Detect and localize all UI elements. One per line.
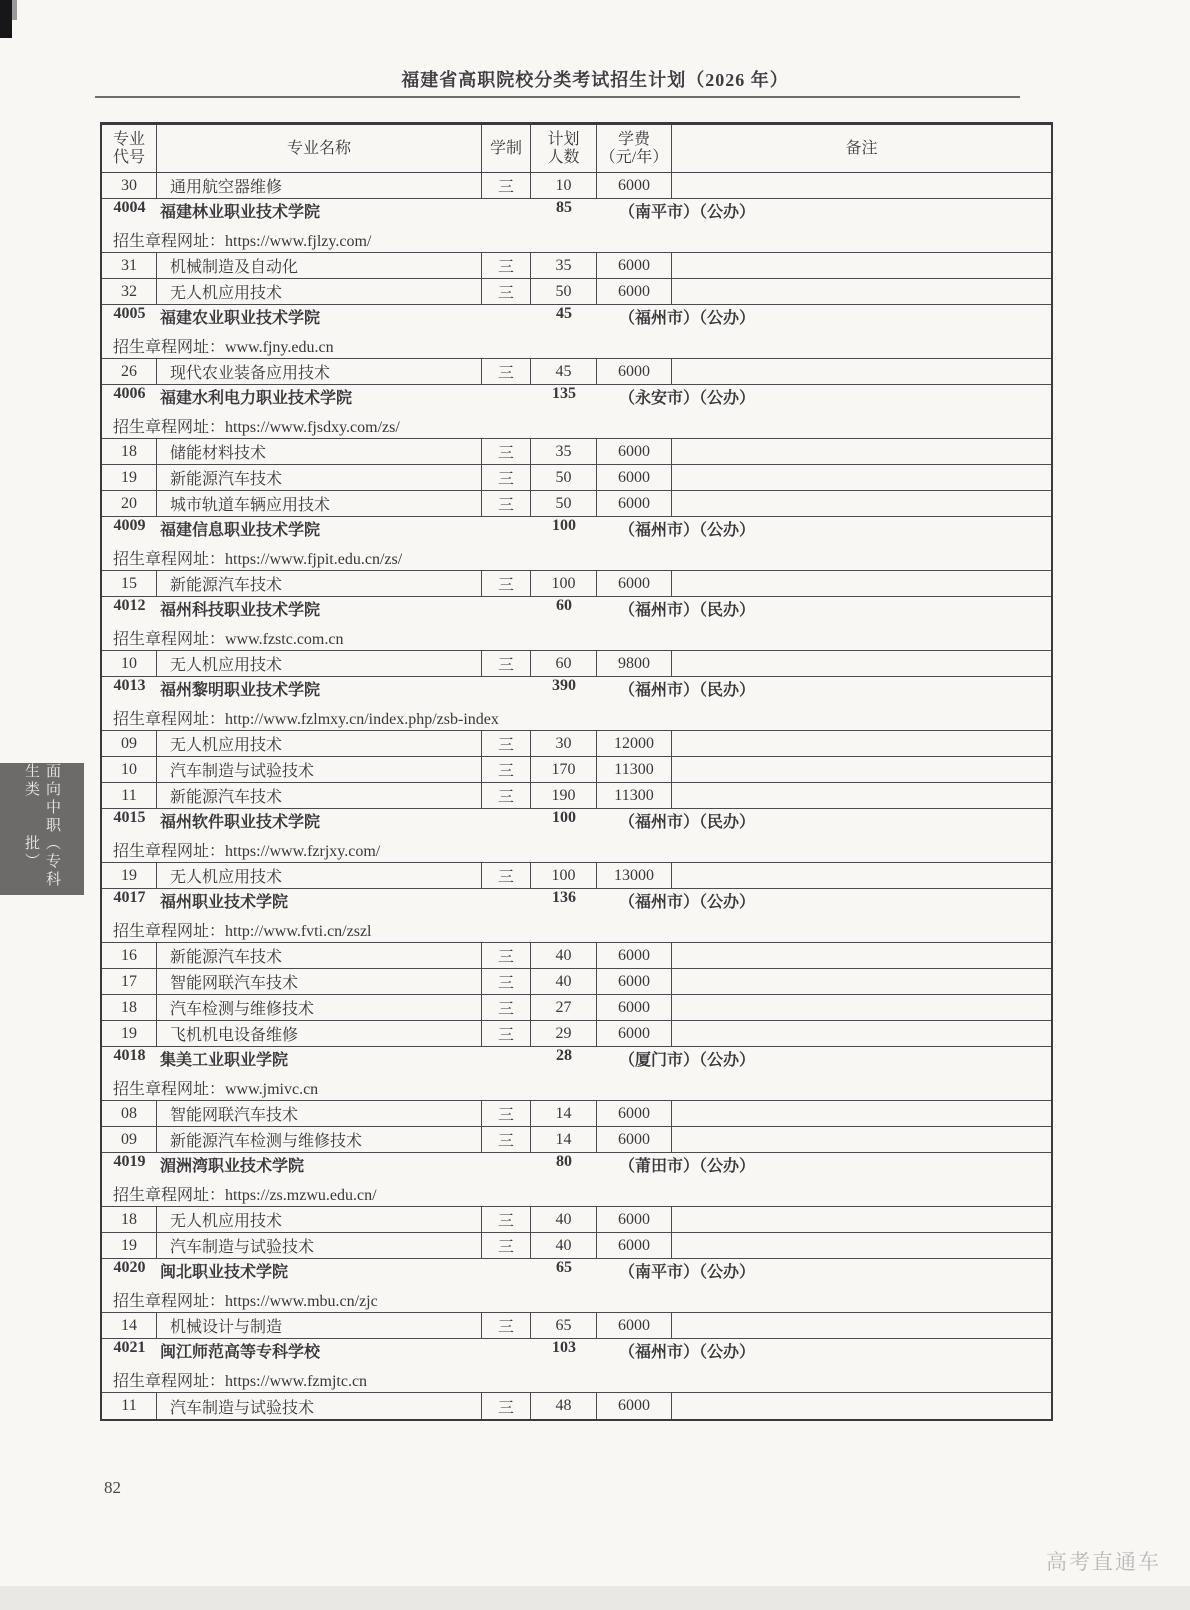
table-row-major — [102, 439, 1051, 465]
table-row-admission-url — [102, 1074, 1051, 1101]
remarks-cell — [672, 651, 1051, 676]
plan-count-cell: 14 — [531, 1127, 597, 1152]
table-row-major — [102, 783, 1051, 809]
major-code-cell: 19 — [102, 1233, 157, 1258]
table-row-major — [102, 491, 1051, 517]
duration-cell: 三 — [482, 491, 531, 516]
duration-cell: 三 — [482, 651, 531, 676]
table-row-admission-url — [102, 544, 1051, 571]
table-row-major — [102, 757, 1051, 783]
major-code-cell: 11 — [102, 1393, 157, 1419]
plan-count-cell: 30 — [531, 731, 597, 756]
duration-cell: 三 — [482, 731, 531, 756]
major-name-cell: 无人机应用技术 — [157, 651, 482, 676]
table-row-major — [102, 571, 1051, 597]
duration-cell: 三 — [482, 465, 531, 490]
tuition-cell: 12000 — [597, 731, 672, 756]
plan-count-cell: 100 — [531, 863, 597, 888]
table-header-row — [102, 125, 1051, 173]
remarks-cell — [672, 571, 1051, 596]
table-row-school — [102, 1153, 1051, 1180]
major-name-cell: 无人机应用技术 — [157, 1207, 482, 1232]
major-code-cell: 19 — [102, 863, 157, 888]
remarks-cell — [672, 1021, 1051, 1046]
school-location-type: （永安市）（公办） — [619, 390, 756, 407]
table-row-school — [102, 597, 1051, 624]
duration-cell: 三 — [482, 757, 531, 782]
major-code-cell: 10 — [102, 757, 157, 782]
duration-cell: 三 — [482, 173, 531, 198]
major-name-cell: 汽车制造与试验技术 — [157, 1233, 482, 1258]
duration-cell: 三 — [482, 439, 531, 464]
school-location-type: （福州市）（公办） — [619, 310, 756, 327]
table-row-major — [102, 969, 1051, 995]
table-row-major — [102, 1233, 1051, 1259]
table-row-major — [102, 1021, 1051, 1047]
tuition-cell: 6000 — [597, 491, 672, 516]
col-header-tuition — [597, 125, 672, 172]
school-code: 4006 — [113, 385, 146, 402]
school-plan-total: 60 — [556, 597, 572, 614]
page-number: 82 — [104, 1478, 121, 1497]
remarks-cell — [672, 943, 1051, 968]
remarks-cell — [672, 1101, 1051, 1126]
remarks-cell — [672, 279, 1051, 304]
school-plan-total: 28 — [556, 1047, 572, 1064]
major-name-cell: 飞机机电设备维修 — [157, 1021, 482, 1046]
admission-url-text: 招生章程网址：https://www.fjsdxy.com/zs/ — [113, 418, 400, 436]
tuition-cell: 6000 — [597, 1313, 672, 1338]
plan-count-cell: 35 — [531, 439, 597, 464]
admission-url-text: 招生章程网址：https://zs.mzwu.edu.cn/ — [113, 1186, 377, 1204]
school-location-type: （福州市）（公办） — [619, 894, 756, 911]
major-code-cell: 09 — [102, 1127, 157, 1152]
admission-url-text: 招生章程网址：https://www.mbu.cn/zjc — [113, 1292, 378, 1310]
major-name-cell: 通用航空器维修 — [157, 173, 482, 198]
table-row-admission-url — [102, 836, 1051, 863]
side-tab-line1: 面向中职生类 — [23, 763, 61, 835]
school-name: 福州职业技术学院 — [160, 894, 289, 911]
plan-count-cell: 35 — [531, 253, 597, 278]
tuition-cell: 6000 — [597, 439, 672, 464]
title-divider-rule — [95, 96, 1020, 98]
school-plan-total: 135 — [552, 385, 576, 402]
school-code: 4004 — [113, 199, 146, 216]
remarks-cell — [672, 757, 1051, 782]
major-name-cell: 汽车制造与试验技术 — [157, 1393, 482, 1419]
school-code: 4020 — [113, 1259, 146, 1276]
tuition-cell: 6000 — [597, 253, 672, 278]
school-name: 福州软件职业技术学院 — [160, 814, 321, 831]
tuition-cell: 6000 — [597, 1021, 672, 1046]
duration-cell: 三 — [482, 1233, 531, 1258]
school-plan-total: 80 — [556, 1153, 572, 1170]
col-header-text: 计划 — [547, 130, 580, 148]
remarks-cell — [672, 1207, 1051, 1232]
scan-artifact-bottom-strip — [0, 1586, 1190, 1610]
table-row-major — [102, 173, 1051, 199]
plan-count-cell: 170 — [531, 757, 597, 782]
tuition-cell: 6000 — [597, 173, 672, 198]
tuition-cell: 11300 — [597, 783, 672, 808]
table-row-major — [102, 253, 1051, 279]
col-header-text: 代号 — [112, 148, 145, 166]
major-name-cell: 新能源汽车检测与维修技术 — [157, 1127, 482, 1152]
col-header-major-code — [102, 125, 157, 172]
remarks-cell — [672, 439, 1051, 464]
major-code-cell: 32 — [102, 279, 157, 304]
col-header-text: 学费 — [617, 130, 650, 148]
remarks-cell — [672, 491, 1051, 516]
tuition-cell: 6000 — [597, 1101, 672, 1126]
plan-count-cell: 45 — [531, 359, 597, 384]
school-plan-total: 85 — [556, 199, 572, 216]
admission-url-text: 招生章程网址：www.jmivc.cn — [113, 1080, 319, 1098]
table-row-school — [102, 1047, 1051, 1074]
major-code-cell: 08 — [102, 1101, 157, 1126]
major-name-cell: 储能材料技术 — [157, 439, 482, 464]
school-location-type: （南平市）（公办） — [619, 204, 756, 221]
school-plan-total: 103 — [552, 1339, 576, 1356]
scan-artifact-corner-mark-light — [12, 0, 17, 20]
major-code-cell: 30 — [102, 173, 157, 198]
plan-count-cell: 40 — [531, 969, 597, 994]
remarks-cell — [672, 173, 1051, 198]
tuition-cell: 9800 — [597, 651, 672, 676]
admission-url-text: 招生章程网址：www.fzstc.com.cn — [113, 630, 344, 648]
duration-cell: 三 — [482, 571, 531, 596]
school-location-type: （莆田市）（公办） — [619, 1158, 756, 1175]
remarks-cell — [672, 783, 1051, 808]
col-header-duration: 学制 — [482, 125, 531, 172]
duration-cell: 三 — [482, 1127, 531, 1152]
tuition-cell: 6000 — [597, 1127, 672, 1152]
admission-url-text: 招生章程网址：https://www.fjlzy.com/ — [113, 232, 372, 250]
remarks-cell — [672, 1393, 1051, 1419]
col-header-major-name: 专业名称 — [157, 125, 482, 172]
table-row-school — [102, 1259, 1051, 1286]
table-row-major — [102, 651, 1051, 677]
school-name: 湄洲湾职业技术学院 — [160, 1158, 305, 1175]
major-name-cell: 无人机应用技术 — [157, 863, 482, 888]
plan-count-cell: 50 — [531, 465, 597, 490]
school-location-type: （南平市）（公办） — [619, 1264, 756, 1281]
table-row-admission-url — [102, 1180, 1051, 1207]
major-code-cell: 31 — [102, 253, 157, 278]
school-name: 集美工业职业学院 — [160, 1052, 289, 1069]
duration-cell: 三 — [482, 969, 531, 994]
school-location-type: （福州市）（民办） — [619, 682, 756, 699]
remarks-cell — [672, 1233, 1051, 1258]
major-name-cell: 新能源汽车技术 — [157, 571, 482, 596]
page-title: 福建省高职院校分类考试招生计划（2026 年） — [401, 70, 789, 90]
duration-cell: 三 — [482, 943, 531, 968]
major-code-cell: 18 — [102, 1207, 157, 1232]
duration-cell: 三 — [482, 1207, 531, 1232]
remarks-cell — [672, 863, 1051, 888]
school-plan-total: 136 — [552, 889, 576, 906]
major-code-cell: 20 — [102, 491, 157, 516]
school-name: 福建水利电力职业技术学院 — [160, 390, 353, 407]
enrollment-plan-table — [100, 122, 1053, 1421]
plan-count-cell: 60 — [531, 651, 597, 676]
major-code-cell: 18 — [102, 439, 157, 464]
watermark-text: 高考直通车 — [1046, 1551, 1161, 1574]
school-plan-total: 100 — [552, 517, 576, 534]
tuition-cell: 6000 — [597, 1233, 672, 1258]
major-name-cell: 新能源汽车技术 — [157, 783, 482, 808]
school-code: 4019 — [113, 1153, 146, 1170]
major-code-cell: 26 — [102, 359, 157, 384]
plan-count-cell: 190 — [531, 783, 597, 808]
duration-cell: 三 — [482, 1393, 531, 1419]
school-code: 4012 — [113, 597, 146, 614]
duration-cell: 三 — [482, 253, 531, 278]
table-row-school — [102, 889, 1051, 916]
table-row-admission-url — [102, 704, 1051, 731]
major-name-cell: 汽车制造与试验技术 — [157, 757, 482, 782]
table-row-school — [102, 305, 1051, 332]
table-row-admission-url — [102, 412, 1051, 439]
plan-count-cell: 14 — [531, 1101, 597, 1126]
school-name: 福建林业职业技术学院 — [160, 204, 321, 221]
tuition-cell: 6000 — [597, 943, 672, 968]
tuition-cell: 6000 — [597, 1207, 672, 1232]
table-row-major — [102, 1127, 1051, 1153]
duration-cell: 三 — [482, 995, 531, 1020]
school-name: 福州科技职业技术学院 — [160, 602, 321, 619]
duration-cell: 三 — [482, 783, 531, 808]
remarks-cell — [672, 995, 1051, 1020]
school-code: 4009 — [113, 517, 146, 534]
major-name-cell: 无人机应用技术 — [157, 731, 482, 756]
col-header-text: 专业 — [112, 130, 145, 148]
school-plan-total: 390 — [552, 677, 576, 694]
duration-cell: 三 — [482, 359, 531, 384]
major-code-cell: 15 — [102, 571, 157, 596]
tuition-cell: 6000 — [597, 465, 672, 490]
duration-cell: 三 — [482, 1313, 531, 1338]
school-code: 4005 — [113, 305, 146, 322]
col-header-remarks: 备注 — [845, 139, 878, 157]
school-code: 4017 — [113, 889, 146, 906]
table-row-school — [102, 677, 1051, 704]
duration-cell: 三 — [482, 1101, 531, 1126]
tuition-cell: 6000 — [597, 1393, 672, 1419]
major-code-cell: 19 — [102, 1021, 157, 1046]
school-code: 4018 — [113, 1047, 146, 1064]
tuition-cell: 6000 — [597, 995, 672, 1020]
table-row-major — [102, 1207, 1051, 1233]
school-plan-total: 100 — [552, 809, 576, 826]
table-row-major — [102, 465, 1051, 491]
school-name: 闽江师范高等专科学校 — [160, 1344, 321, 1361]
table-row-admission-url — [102, 332, 1051, 359]
remarks-cell — [672, 1313, 1051, 1338]
plan-count-cell: 50 — [531, 491, 597, 516]
major-code-cell: 09 — [102, 731, 157, 756]
duration-cell: 三 — [482, 279, 531, 304]
col-header-text: （元/年） — [599, 148, 669, 166]
tuition-cell: 6000 — [597, 571, 672, 596]
admission-url-text: 招生章程网址：http://www.fzlmxy.cn/index.php/zsb-index — [113, 710, 499, 728]
major-code-cell: 10 — [102, 651, 157, 676]
admission-url-text: 招生章程网址：https://www.fjpit.edu.cn/zs/ — [113, 550, 403, 568]
plan-count-cell: 29 — [531, 1021, 597, 1046]
tuition-cell: 6000 — [597, 359, 672, 384]
major-name-cell: 机械制造及自动化 — [157, 253, 482, 278]
plan-count-cell: 40 — [531, 1207, 597, 1232]
table-row-admission-url — [102, 916, 1051, 943]
major-name-cell: 新能源汽车技术 — [157, 943, 482, 968]
plan-count-cell: 100 — [531, 571, 597, 596]
table-row-major — [102, 1393, 1051, 1419]
table-row-major — [102, 1101, 1051, 1127]
remarks-cell — [672, 253, 1051, 278]
table-row-admission-url — [102, 226, 1051, 253]
admission-url-text: 招生章程网址：www.fjny.edu.cn — [113, 338, 334, 356]
table-row-major — [102, 943, 1051, 969]
plan-count-cell: 48 — [531, 1393, 597, 1419]
major-name-cell: 智能网联汽车技术 — [157, 969, 482, 994]
major-code-cell: 17 — [102, 969, 157, 994]
admission-url-text: 招生章程网址：https://www.fzrjxy.com/ — [113, 842, 381, 860]
school-plan-total: 65 — [556, 1259, 572, 1276]
major-name-cell: 智能网联汽车技术 — [157, 1101, 482, 1126]
table-row-major — [102, 995, 1051, 1021]
admission-url-text: 招生章程网址：http://www.fvti.cn/zszl — [113, 922, 372, 940]
major-name-cell: 汽车检测与维修技术 — [157, 995, 482, 1020]
school-code: 4013 — [113, 677, 146, 694]
side-tab-line2: （专科批） — [23, 835, 61, 889]
school-location-type: （福州市）（公办） — [619, 1344, 756, 1361]
remarks-cell — [672, 969, 1051, 994]
table-row-major — [102, 863, 1051, 889]
table-row-school — [102, 385, 1051, 412]
tuition-cell: 6000 — [597, 279, 672, 304]
plan-count-cell: 40 — [531, 1233, 597, 1258]
tuition-cell: 13000 — [597, 863, 672, 888]
duration-cell: 三 — [482, 863, 531, 888]
admission-url-text: 招生章程网址：https://www.fzmjtc.cn — [113, 1372, 368, 1390]
plan-count-cell: 40 — [531, 943, 597, 968]
plan-count-cell: 65 — [531, 1313, 597, 1338]
duration-cell: 三 — [482, 1021, 531, 1046]
school-location-type: （厦门市）（公办） — [619, 1052, 756, 1069]
school-plan-total: 45 — [556, 305, 572, 322]
tuition-cell: 11300 — [597, 757, 672, 782]
major-code-cell: 19 — [102, 465, 157, 490]
col-header-text: 人数 — [547, 148, 580, 166]
school-name: 福建农业职业技术学院 — [160, 310, 321, 327]
remarks-cell — [672, 1127, 1051, 1152]
table-body — [102, 173, 1051, 1419]
school-code: 4021 — [113, 1339, 146, 1356]
plan-count-cell: 50 — [531, 279, 597, 304]
remarks-cell — [672, 465, 1051, 490]
school-name: 福建信息职业技术学院 — [160, 522, 321, 539]
school-code: 4015 — [113, 809, 146, 826]
school-name: 福州黎明职业技术学院 — [160, 682, 321, 699]
major-name-cell: 城市轨道车辆应用技术 — [157, 491, 482, 516]
side-tab-category-label — [0, 763, 84, 895]
table-row-admission-url — [102, 1286, 1051, 1313]
table-row-major — [102, 279, 1051, 305]
plan-count-cell: 27 — [531, 995, 597, 1020]
school-location-type: （福州市）（公办） — [619, 522, 756, 539]
col-header-plan-count — [531, 125, 597, 172]
major-name-cell: 机械设计与制造 — [157, 1313, 482, 1338]
school-location-type: （福州市）（民办） — [619, 814, 756, 831]
tuition-cell: 6000 — [597, 969, 672, 994]
major-name-cell: 无人机应用技术 — [157, 279, 482, 304]
table-row-major — [102, 1313, 1051, 1339]
plan-count-cell: 10 — [531, 173, 597, 198]
major-code-cell: 14 — [102, 1313, 157, 1338]
major-code-cell: 16 — [102, 943, 157, 968]
major-code-cell: 11 — [102, 783, 157, 808]
scan-artifact-corner-mark — [0, 0, 12, 38]
table-row-major — [102, 359, 1051, 385]
remarks-cell — [672, 731, 1051, 756]
school-location-type: （福州市）（民办） — [619, 602, 756, 619]
table-row-school — [102, 199, 1051, 226]
school-name: 闽北职业技术学院 — [160, 1264, 289, 1281]
table-row-school — [102, 809, 1051, 836]
remarks-cell — [672, 359, 1051, 384]
major-code-cell: 18 — [102, 995, 157, 1020]
table-row-admission-url — [102, 624, 1051, 651]
major-name-cell: 现代农业装备应用技术 — [157, 359, 482, 384]
table-row-admission-url — [102, 1366, 1051, 1393]
table-row-school — [102, 517, 1051, 544]
major-name-cell: 新能源汽车技术 — [157, 465, 482, 490]
table-row-school — [102, 1339, 1051, 1366]
table-row-major — [102, 731, 1051, 757]
